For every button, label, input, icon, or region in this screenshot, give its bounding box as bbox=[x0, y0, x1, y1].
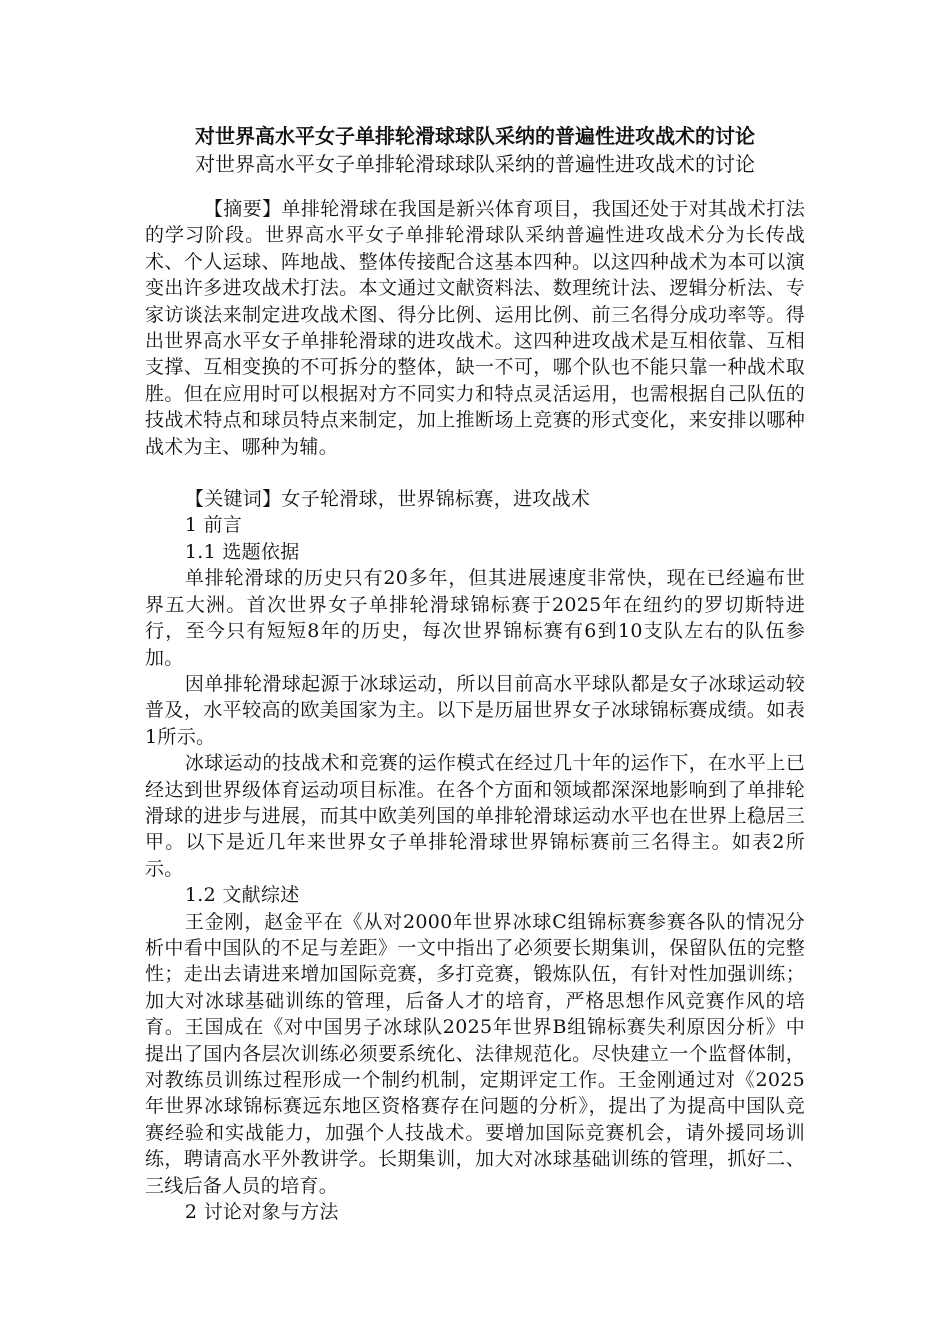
section-heading-2: 2 讨论对象与方法 bbox=[184, 1201, 339, 1224]
keywords-line: 【关键词】女子轮滑球，世界锦标赛，进攻战术 bbox=[184, 488, 591, 511]
section-heading-1-1: 1.1 选题依据 bbox=[184, 540, 300, 563]
document-title: 对世界高水平女子单排轮滑球球队采纳的普遍性进攻战术的讨论 bbox=[195, 124, 755, 148]
body-paragraph-4: 王金刚，赵金平在《从对2000年世界冰球C组锦标赛参赛各队的情况分析中看中国队的不足与差距》一文中指出了必须要长期集训，保留队伍的完整性；走出去请进来增加国际竞赛，多打竞赛，锻炼队伍，有针对性加强训练；加大对冰球基础训练的管理，后备人才的培育，严格思想作风竞赛作风的培育。王国成在《对中国男子冰球队2025年世界B组锦标赛失利原因分析》中提出了国内各层次训练必须要系统化、法律规范化。尽快建立一个监督体制，对教练员训练过程形成一个制约机制，定期评定工作。王金刚通过对《2025年世界冰球锦标赛远东地区资格赛存在问题的分析》，提出了为提高中国队竞赛经验和实战能力，加强个人技战术。要增加国际竞赛机会，请外援同场训练，聘请高水平外教讲学。长期集训，加大对冰球基础训练的管理，抓好二、三线后备人员的培育。 bbox=[145, 910, 805, 1197]
section-heading-1: 1 前言 bbox=[184, 514, 243, 537]
document-body bbox=[145, 196, 805, 1225]
abstract-paragraph: 【摘要】单排轮滑球在我国是新兴体育项目，我国还处于对其战术打法的学习阶段。世界高水平女子单排轮滑球队采纳普遍性进攻战术分为长传战术、个人运球、阵地战、整体传接配合这基本四种。以这四种战术为本可以演变出许多进攻战术打法。本文通过文献资料法、数理统计法、逻辑分析法、专家访谈法来制定进攻战术图、得分比例、运用比例、前三名得分成功率等。得出世界高水平女子单排轮滑球的进攻战术。这四种进攻战术是互相依靠、互相支撑、互相变换的不可拆分的整体，缺一不可，哪个队也不能只靠一种战术取胜。但在应用时可以根据对方不同实力和特点灵活运用，也需根据自己队伍的技战术特点和球员特点来制定，加上推断场上竞赛的形式变化，来安排以哪种战术为主、哪种为辅。 bbox=[145, 198, 805, 458]
body-paragraph-3: 冰球运动的技战术和竞赛的运作模式在经过几十年的运作下，在水平上已经达到世界级体育运动项目标准。在各个方面和领域都深深地影响到了单排轮滑球的进步与进展，而其中欧美列国的单排轮滑球运动水平也在世界上稳居三甲。以下是近几年来世界女子单排轮滑球世界锦标赛前三名得主。如表2所示。 bbox=[145, 752, 805, 880]
document-subtitle: 对世界高水平女子单排轮滑球球队采纳的普遍性进攻战术的讨论 bbox=[195, 152, 755, 176]
body-paragraph-1: 单排轮滑球的历史只有20多年，但其进展速度非常快，现在已经遍布世界五大洲。首次世界女子单排轮滑球锦标赛于2025年在纽约的罗切斯特进行，至今只有短短8年的历史，每次世界锦标赛有6到10支队左右的队伍参加。 bbox=[145, 567, 805, 669]
body-paragraph-2: 因单排轮滑球起源于冰球运动，所以目前高水平球队都是女子冰球运动较普及，水平较高的欧美国家为主。以下是历届世界女子冰球锦标赛成绩。如表1所示。 bbox=[145, 672, 805, 748]
spacer bbox=[145, 460, 805, 486]
section-heading-1-2: 1.2 文献综述 bbox=[184, 884, 300, 907]
